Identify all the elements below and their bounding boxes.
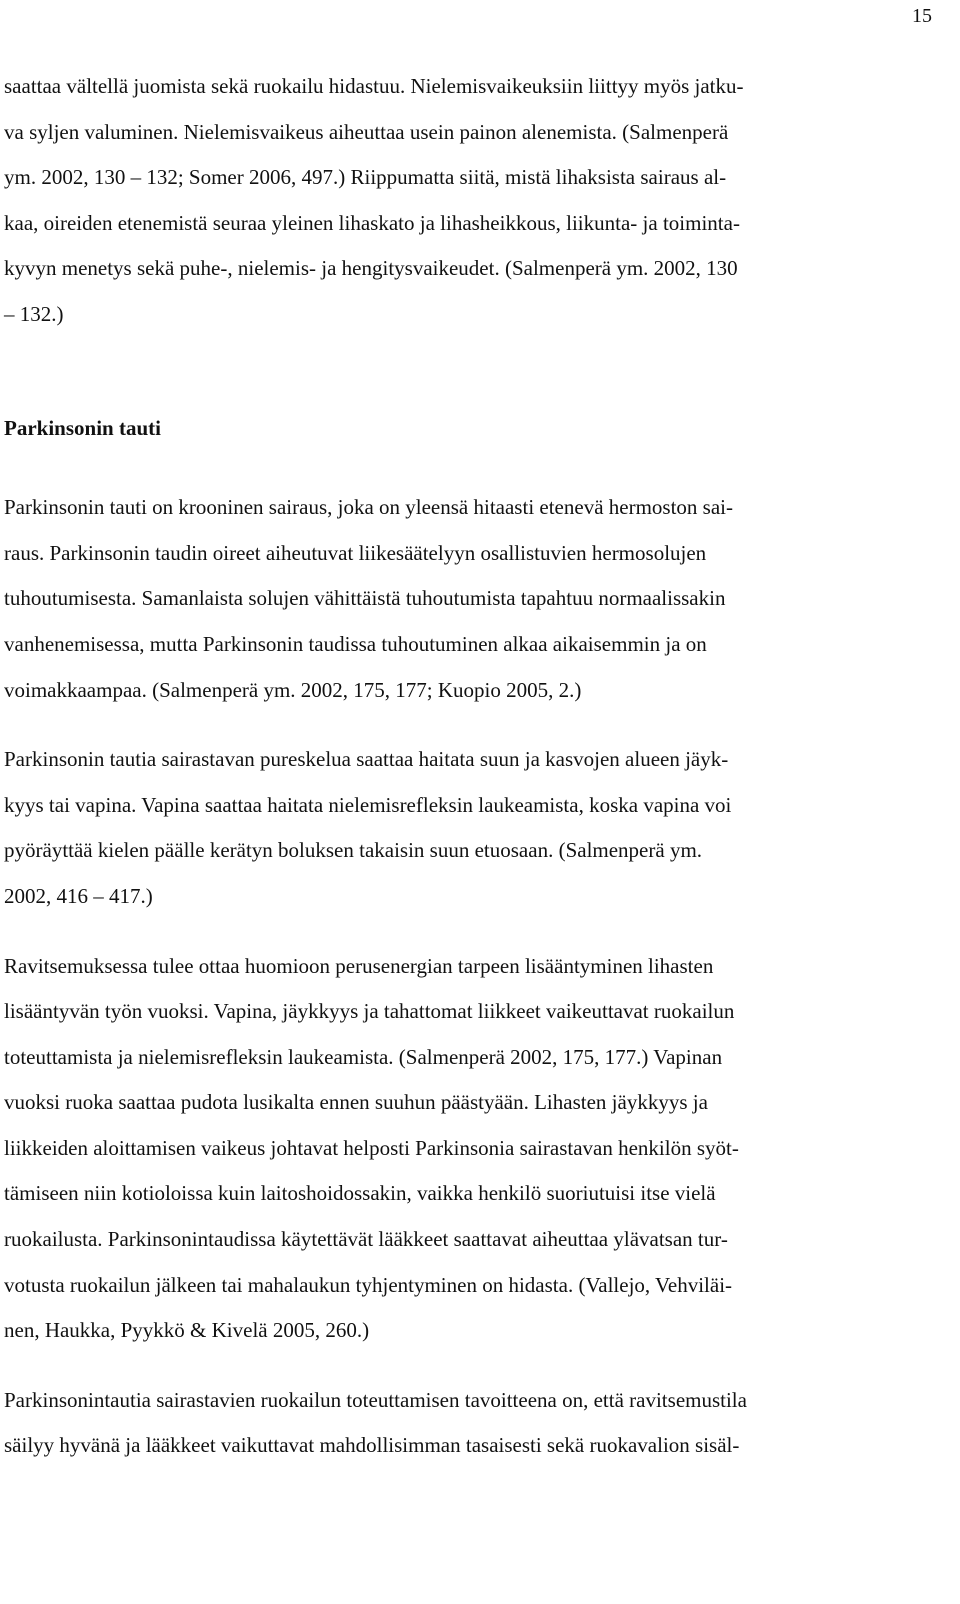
section-heading-parkinsonin-tauti: Parkinsonin tauti xyxy=(4,415,161,440)
paragraph-nielemisvaikeus: saattaa vältellä juomista sekä ruokailu hidastuu. Nielemisvaikeuksiin liittyy myös jatku- va syljen valuminen. Nielemisvaikeus aiheuttaa usein painon alenemista. (Salmenperä ym. 2002, 130 – 132; Somer 2006, 497.) Riippumatta siitä, mistä lihaksista sairaus al- kaa, oireiden etenemistä seuraa yleinen lihaskato ja lihasheikkous, liikunta- ja toiminta- kyvyn menetys sekä puhe-, nielemis- ja hengitysvaikeudet. (Salmenperä ym. 2002, 130 – 132.) xyxy=(4,74,744,326)
spacer xyxy=(4,338,938,406)
document-body xyxy=(4,64,938,1469)
spacer xyxy=(4,451,938,485)
paragraph-parkinson-goals: Parkinsonintautia sairastavien ruokailun toteuttamisen tavoitteena on, että ravitsemustila säilyy hyvänä ja lääkkeet vaikuttavat mahdollisimman tasaisesti sekä ruokavalion sisäl- xyxy=(4,1387,747,1458)
paragraph-parkinson-nutrition: Ravitsemuksessa tulee ottaa huomioon perusenergian tarpeen lisääntyminen lihasten lisääntyvän työn vuoksi. Vapina, jäykkyys ja tahattomat liikkeet vaikeuttavat ruokailun toteuttamista ja nielemisrefleksin laukeamista. (Salmenperä 2002, 175, 177.) Vapinan vuoksi ruoka saattaa pudota lusikalta ennen suuhun päästyään. Lihasten jäykkyys ja liikkeiden aloittamisen vaikeus johtavat helposti Parkinsonia sairastavan henkilön syöt- tämiseen niin kotioloissa kuin laitoshoidossakin, vaikka henkilö suoriutuisi itse vielä ruokailusta. Parkinsonintaudissa käytettävät lääkkeet saattavat aiheuttaa ylävatsan tur- votusta ruokailun jälkeen tai mahalaukun tyhjentyminen on hidasta. (Vallejo, Vehviläi- nen, Haukka, Pyykkö & Kivelä 2005, 260.) xyxy=(4,953,739,1343)
spacer xyxy=(4,920,938,944)
spacer xyxy=(4,1354,938,1378)
paragraph-parkinson-definition: Parkinsonin tauti on krooninen sairaus, joka on yleensä hitaasti etenevä hermoston sai- raus. Parkinsonin taudin oireet aiheutuvat liikesäätelyyn osallistuvien hermosolujen tuhoutumisesta. Samanlaista solujen vähittäistä tuhoutumista tapahtuu normaalissakin vanhenemisessa, mutta Parkinsonin taudissa tuhoutuminen alkaa aikaisemmin ja on voimakkaampaa. (Salmenperä ym. 2002, 175, 177; Kuopio 2005, 2.) xyxy=(4,495,733,702)
spacer xyxy=(4,713,938,737)
paragraph-parkinson-chewing: Parkinsonin tautia sairastavan pureskelua saattaa haitata suun ja kasvojen alueen jäyk- kyys tai vapina. Vapina saattaa haitata nielemisrefleksin laukeamista, koska vapina voi pyöräyttää kielen päälle kerätyn boluksen takaisin suun etuosaan. (Salmenperä ym. 2002, 416 – 417.) xyxy=(4,747,732,908)
page-number: 15 xyxy=(912,5,932,27)
